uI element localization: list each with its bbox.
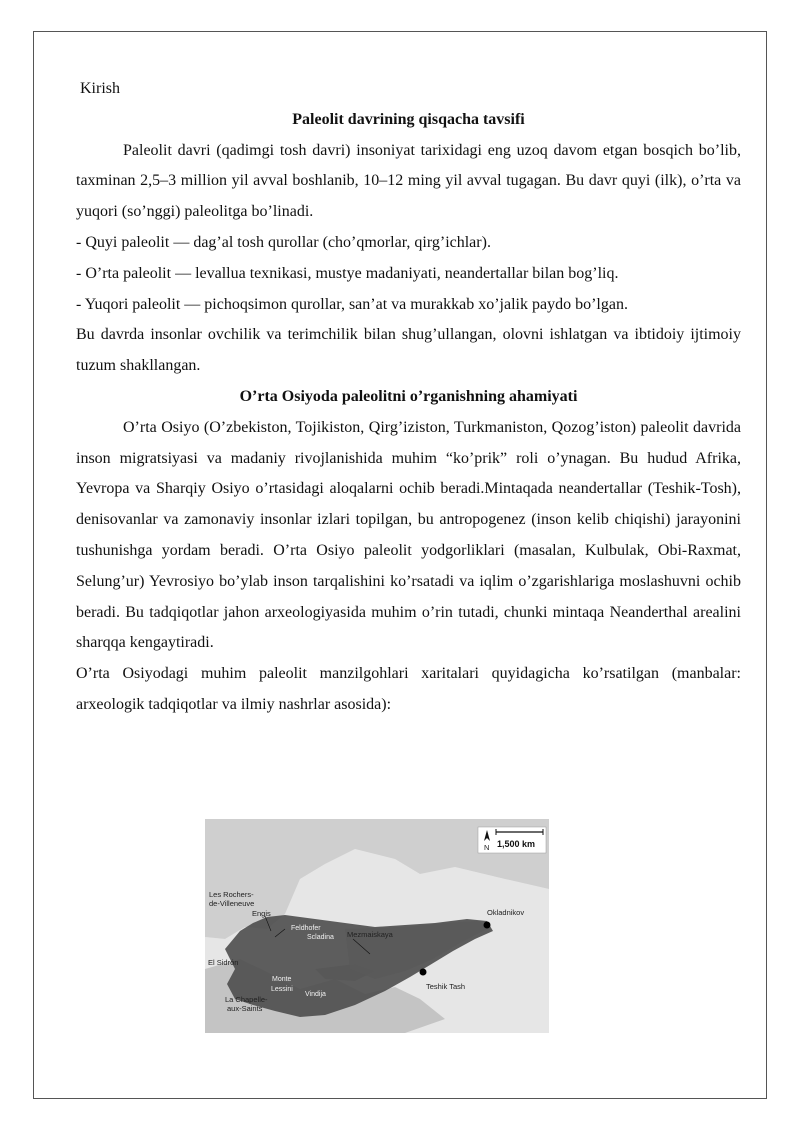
scale-label: 1,500 km: [497, 839, 536, 849]
map-label-lessini: Lessini: [271, 986, 293, 993]
list-item: - Quyi paleolit — dag’al tosh qurollar (cho’qmorlar, qirg’ichlar).: [76, 233, 491, 251]
paragraph: O’rta Osiyo (O’zbekiston, Tojikiston, Qirg’iziston, Turkmaniston, Qozog’iston) paleolit davrida inson migratsiyasi va madaniy rivojlanishida muhim “ko’prik” roli o’ynagan. Bu hudud Afrika, Yevropa va Sharqiy Osiyo o’rtasidagi aloqalarni ochib beradi.Mintaqada neandertallar (Teshik-Tosh), denisovanlar va zamonaviy insonlar izlari topilgan, bu antropogenez (inson kelib chiqishi) jarayonini tushunishga yordam beradi. O’rta Osiyo paleolit yodgorliklari (masalan, Kulbulak, Obi-Raxmat, Selung’ur) Yevrosiyo bo’ylab inson tarqalishini ko’rsatadi va iqlim o’zgarishlariga moslashuvni ochib beradi. Bu tadqiqotlar jahon arxeologiyasida muhim o’rin tutadi, chunki mintaqa Neanderthal arealini sharqqa kengaytiradi.: [76, 418, 741, 652]
map-label-engis: Engis: [252, 909, 271, 918]
paragraph: O’rta Osiyodagi muhim paleolit manzilgohlari xaritalari quyidagicha ko’rsatilgan (manbalar: arxeologik tadqiqotlar va ilmiy nashrlar asosida):: [76, 665, 741, 713]
intro-label: Kirish: [80, 80, 120, 97]
document-body: [76, 74, 741, 721]
section-heading-central-asia: O’rta Osiyoda paleolitni o’rganishning ahamiyati: [239, 387, 578, 405]
list-item: - O’rta paleolit — levallua texnikasi, mustye madaniyati, neandertallar bilan bog’liq.: [76, 264, 619, 282]
map-label-el-sidron: El Sidrón: [208, 958, 239, 967]
map-label-vindija: Vindija: [305, 991, 326, 998]
map-label-feldhofer: Feldhofer: [291, 925, 321, 932]
map-label-la-chapelle: La Chapelle-: [225, 995, 268, 1004]
map-label-teshik-tash: Teshik Tash: [426, 982, 466, 991]
section-heading-paleolithic-overview: Paleolit davrining qisqacha tavsifi: [292, 110, 525, 128]
map-label-aux-saints: aux-Saints: [227, 1004, 263, 1013]
map-label-scladina: Scladina: [307, 934, 334, 941]
map-label-okladnikov: Okladnikov: [487, 908, 525, 917]
paragraph: Bu davrda insonlar ovchilik va terimchilik bilan shug’ullangan, olovni ishlatgan va ibtidoiy ijtimoiy tuzum shakllangan.: [76, 326, 741, 375]
neanderthal-range-map: [205, 819, 549, 1033]
map-label-les-rochers: Les Rochers-: [209, 890, 254, 899]
list-item: - Yuqori paleolit — pichoqsimon qurollar, san’at va murakkab xo’jalik paydo bo’lgan.: [76, 295, 628, 313]
map-label-mezmaiskaya: Mezmaiskaya: [347, 930, 393, 939]
map-label-de-villeneuve: de-Villeneuve: [209, 899, 255, 908]
map-label-monte: Monte: [272, 976, 292, 983]
site-marker-okladnikov: [484, 922, 491, 929]
site-marker-teshik-tash: [420, 969, 427, 976]
north-label: N: [484, 843, 490, 852]
paragraph: Paleolit davri (qadimgi tosh davri) insoniyat tarixidagi eng uzoq davom etgan bosqich bo’lib, taxminan 2,5–3 million yil avval boshlanib, 10–12 ming yil avval tugagan. Bu davr quyi (ilk), o’rta va yuqori (so’nggi) paleolitga bo’linadi.: [76, 141, 741, 221]
